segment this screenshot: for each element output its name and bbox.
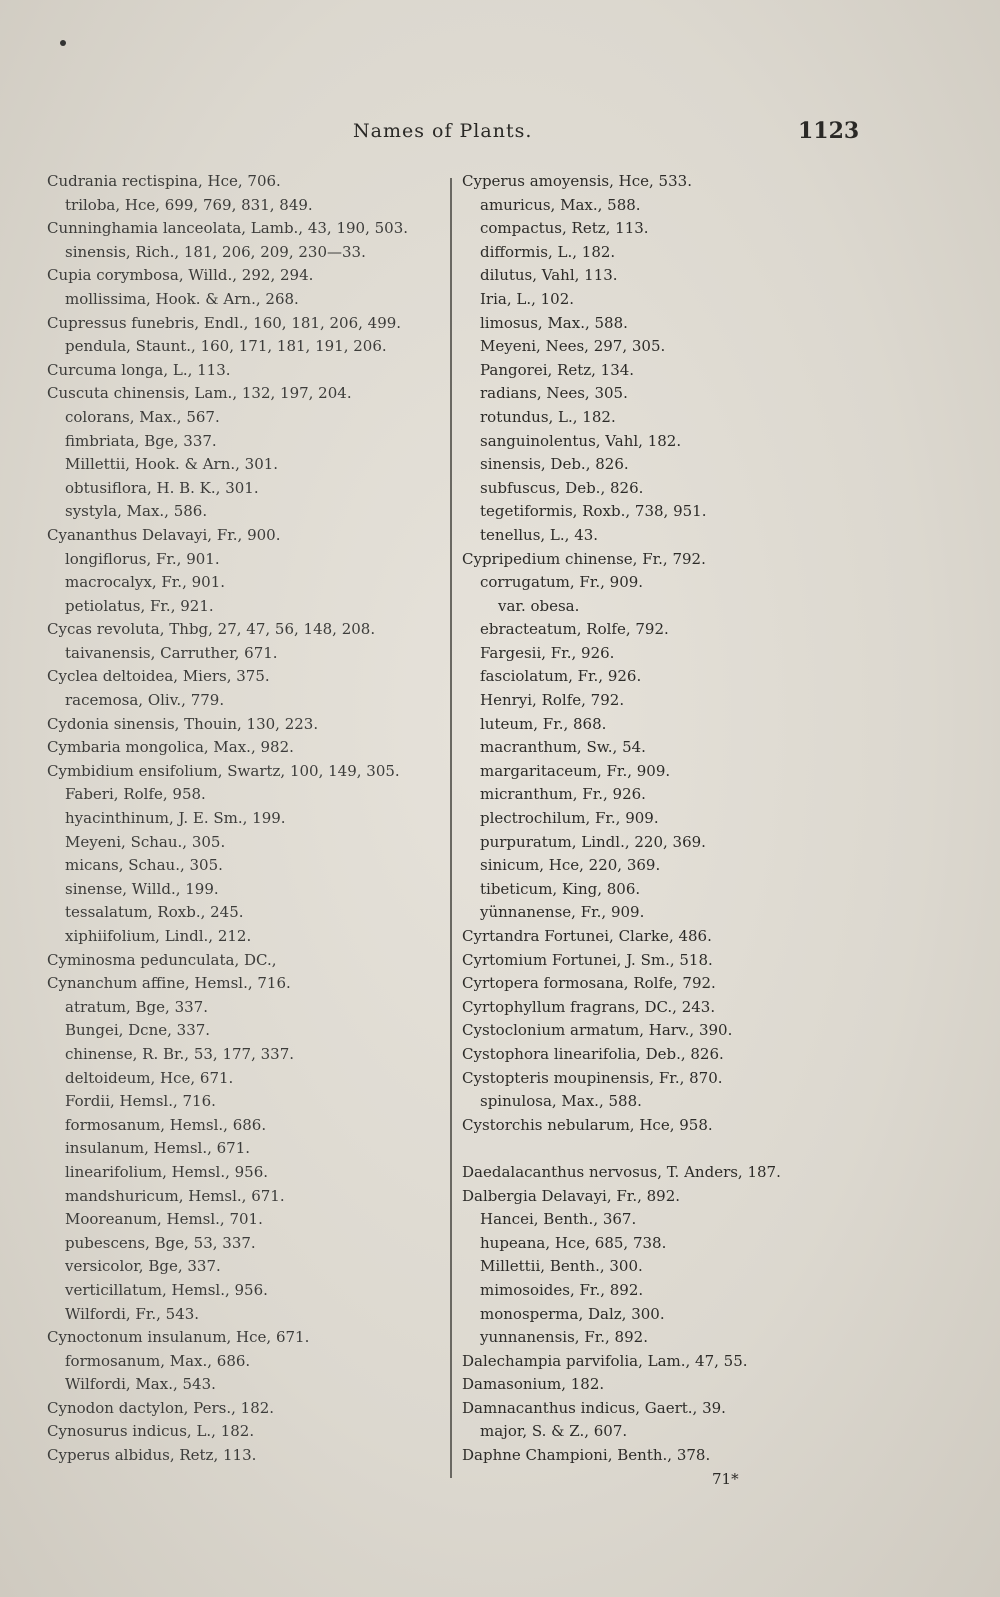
column-divider xyxy=(450,178,452,1478)
index-subentry: subfuscus, Deb., 826. xyxy=(480,478,644,497)
index-subentry: yünnanense, Fr., 909. xyxy=(480,903,645,922)
index-subentry: radians, Nees, 305. xyxy=(480,384,628,403)
index-entry: Cyananthus Delavayi, Fr., 900. xyxy=(47,525,281,544)
index-subentry: limosus, Max., 588. xyxy=(480,313,628,332)
index-subentry: luteum, Fr., 868. xyxy=(480,714,607,733)
index-entry: Cystorchis nebularum, Hce, 958. xyxy=(462,1115,713,1134)
index-entry: Cymbaria mongolica, Max., 982. xyxy=(47,738,294,757)
index-entry: Cyrtophyllum fragrans, DC., 243. xyxy=(462,997,716,1016)
right-index-column xyxy=(462,170,832,1468)
index-subentry: fimbriata, Bge, 337. xyxy=(65,431,217,450)
index-subentry: purpuratum, Lindl., 220, 369. xyxy=(480,832,706,851)
index-entry: Daphne Championi, Benth., 378. xyxy=(462,1446,711,1465)
index-subentry: Mooreanum, Hemsl., 701. xyxy=(65,1210,263,1229)
index-subentry: deltoideum, Hce, 671. xyxy=(65,1068,234,1087)
index-subentry: taivanensis, Carruther, 671. xyxy=(65,643,278,662)
index-entry: Cyperus amoyensis, Hce, 533. xyxy=(462,172,692,190)
index-entry: Cyclea deltoidea, Miers, 375. xyxy=(47,667,270,686)
index-entry: Cuscuta chinensis, Lam., 132, 197, 204. xyxy=(47,384,352,403)
index-entry: Cupia corymbosa, Willd., 292, 294. xyxy=(47,266,314,285)
index-subentry: chinense, R. Br., 53, 177, 337. xyxy=(65,1044,295,1063)
index-entry: Cynoctonum insulanum, Hce, 671. xyxy=(47,1328,310,1347)
index-subentry: tibeticum, King, 806. xyxy=(480,879,641,898)
index-subentry: obtusiflora, H. B. K., 301. xyxy=(65,478,259,497)
index-subentry: Hancei, Benth., 367. xyxy=(480,1210,637,1229)
index-subentry: mollissima, Hook. & Arn., 268. xyxy=(65,289,299,308)
index-subentry: sinense, Willd., 199. xyxy=(65,879,219,898)
index-subentry: xiphiifolium, Lindl., 212. xyxy=(65,927,252,945)
index-entry: Damasonium, 182. xyxy=(462,1375,605,1394)
index-entry: Cyrtandra Fortunei, Clarke, 486. xyxy=(462,927,712,945)
index-entry: Cydonia sinensis, Thouin, 130, 223. xyxy=(47,714,319,733)
index-subentry: Iria, L., 102. xyxy=(480,289,575,308)
index-subentry: tessalatum, Roxb., 245. xyxy=(65,903,244,922)
left-index-column xyxy=(47,170,452,1468)
index-subentry: versicolor, Bge, 337. xyxy=(65,1257,221,1276)
index-subentry: mimosoides, Fr., 892. xyxy=(480,1280,644,1299)
index-subentry: pendula, Staunt., 160, 171, 181, 191, 206. xyxy=(65,337,387,356)
index-entry: Daedalacanthus nervosus, T. Anders, 187. xyxy=(462,1162,781,1181)
index-subentry: difformis, L., 182. xyxy=(480,242,616,261)
index-subentry: var. obesa. xyxy=(498,596,580,615)
index-entry: Cupressus funebris, Endl., 160, 181, 206, 499. xyxy=(47,313,402,332)
index-subentry: pubescens, Bge, 53, 337. xyxy=(65,1233,256,1252)
index-subentry: Pangorei, Retz, 134. xyxy=(480,360,635,379)
index-entry: Cystophora linearifolia, Deb., 826. xyxy=(462,1044,724,1063)
ink-speck xyxy=(60,40,66,46)
index-entry: Cyrtopera formosana, Rolfe, 792. xyxy=(462,974,716,993)
index-subentry: Faberi, Rolfe, 958. xyxy=(65,785,206,804)
index-entry: Cynanchum affine, Hemsl., 716. xyxy=(47,974,291,993)
index-entry: Cyrtomium Fortunei, J. Sm., 518. xyxy=(462,950,713,969)
index-entry: Damnacanthus indicus, Gaert., 39. xyxy=(462,1398,726,1417)
signature-mark: 71* xyxy=(712,1470,739,1488)
index-subentry: mandshuricum, Hemsl., 671. xyxy=(65,1186,285,1205)
index-subentry: Fargesii, Fr., 926. xyxy=(480,643,615,662)
index-subentry: margaritaceum, Fr., 909. xyxy=(480,761,671,780)
index-subentry: compactus, Retz, 113. xyxy=(480,219,649,238)
index-subentry: Wilfordi, Max., 543. xyxy=(65,1375,216,1394)
index-entry: Cyperus albidus, Retz, 113. xyxy=(47,1446,257,1465)
index-entry: Cudrania rectispina, Hce, 706. xyxy=(47,172,281,190)
index-subentry: fasciolatum, Fr., 926. xyxy=(480,667,642,686)
index-subentry: petiolatus, Fr., 921. xyxy=(65,596,214,615)
index-subentry: insulanum, Hemsl., 671. xyxy=(65,1139,251,1158)
index-subentry: Henryi, Rolfe, 792. xyxy=(480,691,625,710)
index-subentry: Bungei, Dcne, 337. xyxy=(65,1021,211,1040)
index-subentry: dilutus, Vahl, 113. xyxy=(480,266,618,285)
index-entry: Cystoclonium armatum, Harv., 390. xyxy=(462,1021,733,1040)
index-entry: Cyminosma pedunculata, DC., xyxy=(47,950,277,969)
index-gap xyxy=(462,1137,832,1161)
index-subentry: corrugatum, Fr., 909. xyxy=(480,573,644,592)
running-title: Names of Plants. xyxy=(353,120,533,142)
index-subentry: systyla, Max., 586. xyxy=(65,502,208,521)
index-entry: Cystopteris moupinensis, Fr., 870. xyxy=(462,1068,723,1087)
index-subentry: rotundus, L., 182. xyxy=(480,407,616,426)
index-subentry: monosperma, Dalz, 300. xyxy=(480,1304,665,1323)
index-subentry: racemosa, Oliv., 779. xyxy=(65,691,225,710)
index-subentry: Fordii, Hemsl., 716. xyxy=(65,1092,216,1111)
index-entry: Cynodon dactylon, Pers., 182. xyxy=(47,1398,275,1417)
index-subentry: colorans, Max., 567. xyxy=(65,407,220,426)
index-subentry: tenellus, L., 43. xyxy=(480,525,599,544)
index-subentry: linearifolium, Hemsl., 956. xyxy=(65,1162,269,1181)
index-entry: Cunninghamia lanceolata, Lamb., 43, 190, 503. xyxy=(47,219,409,238)
index-subentry: micranthum, Fr., 926. xyxy=(480,785,646,804)
index-subentry: hupeana, Hce, 685, 738. xyxy=(480,1233,667,1252)
index-subentry: ebracteatum, Rolfe, 792. xyxy=(480,620,669,639)
index-subentry: sinensis, Deb., 826. xyxy=(480,455,629,474)
index-subentry: spinulosa, Max., 588. xyxy=(480,1092,642,1111)
index-entry: Cycas revoluta, Thbg, 27, 47, 56, 148, 208. xyxy=(47,620,376,639)
index-entry: Cynosurus indicus, L., 182. xyxy=(47,1422,255,1441)
index-subentry: major, S. & Z., 607. xyxy=(480,1422,628,1441)
index-subentry: Millettii, Hook. & Arn., 301. xyxy=(65,455,279,474)
index-subentry: Millettii, Benth., 300. xyxy=(480,1257,643,1276)
index-subentry: triloba, Hce, 699, 769, 831, 849. xyxy=(65,195,313,214)
index-subentry: micans, Schau., 305. xyxy=(65,856,223,875)
index-entry: Curcuma longa, L., 113. xyxy=(47,360,231,379)
index-subentry: Meyeni, Nees, 297, 305. xyxy=(480,337,666,356)
index-subentry: formosanum, Max., 686. xyxy=(65,1351,251,1370)
index-subentry: verticillatum, Hemsl., 956. xyxy=(65,1280,268,1299)
index-subentry: Wilfordi, Fr., 543. xyxy=(65,1304,200,1323)
index-entry: Dalbergia Delavayi, Fr., 892. xyxy=(462,1186,681,1205)
index-subentry: atratum, Bge, 337. xyxy=(65,997,208,1016)
index-entry: Cypripedium chinense, Fr., 792. xyxy=(462,549,706,568)
index-subentry: sinensis, Rich., 181, 206, 209, 230—33. xyxy=(65,242,366,261)
index-subentry: Meyeni, Schau., 305. xyxy=(65,832,226,851)
index-entry: Cymbidium ensifolium, Swartz, 100, 149, 305. xyxy=(47,761,400,780)
index-subentry: yunnanensis, Fr., 892. xyxy=(480,1328,648,1347)
index-subentry: sanguinolentus, Vahl, 182. xyxy=(480,431,682,450)
index-subentry: plectrochilum, Fr., 909. xyxy=(480,809,659,828)
index-subentry: formosanum, Hemsl., 686. xyxy=(65,1115,267,1134)
index-subentry: amuricus, Max., 588. xyxy=(480,195,641,214)
index-subentry: macranthum, Sw., 54. xyxy=(480,738,646,757)
page-number: 1123 xyxy=(798,118,860,144)
index-subentry: sinicum, Hce, 220, 369. xyxy=(480,856,661,875)
index-subentry: longiflorus, Fr., 901. xyxy=(65,549,220,568)
index-subentry: macrocalyx, Fr., 901. xyxy=(65,573,226,592)
index-subentry: hyacinthinum, J. E. Sm., 199. xyxy=(65,809,286,828)
page-header xyxy=(0,118,1000,154)
index-subentry: tegetiformis, Roxb., 738, 951. xyxy=(480,502,707,521)
index-entry: Dalechampia parvifolia, Lam., 47, 55. xyxy=(462,1351,748,1370)
